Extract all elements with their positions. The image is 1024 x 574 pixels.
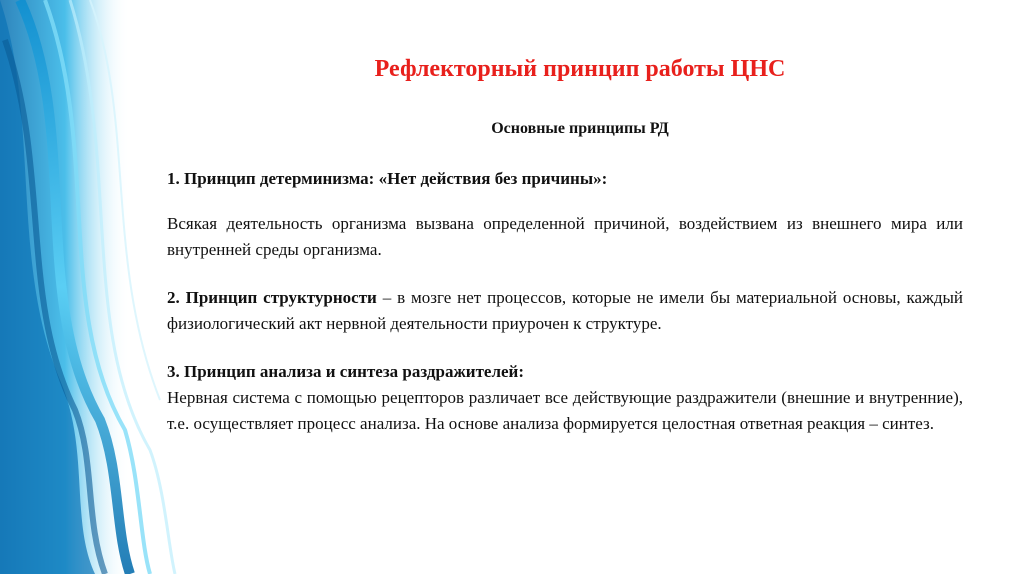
principle2-paragraph: [167, 285, 963, 337]
principle1-heading: 1. Принцип детерминизма: «Нет действия без причины»:: [167, 169, 608, 188]
slide-subtitle: Основные принципы РД: [491, 120, 669, 137]
principle3-heading: 3. Принцип анализа и синтеза раздражителей:: [167, 362, 525, 381]
principle2-heading: 2. Принцип структурности: [167, 288, 377, 307]
content-body: [167, 166, 963, 437]
principle3-text: Нервная система с помощью рецепторов различает все действующие раздражители (внешние и внутренние), т.е. осуществляет процесс анализа. На основе анализа формируется целостная ответная реакция – синтез.: [167, 388, 963, 433]
principle2-text: – в мозге нет процессов, которые не имели бы материальной основы, каждый физиологический акт нервной деятельности приурочен к структуре.: [167, 288, 963, 333]
principle1-text: Всякая деятельность организма вызвана определенной причиной, воздействием из внешнего мира или внутренней среды организма.: [167, 214, 963, 259]
slide-title: Рефлекторный принцип работы ЦНС: [374, 56, 786, 82]
